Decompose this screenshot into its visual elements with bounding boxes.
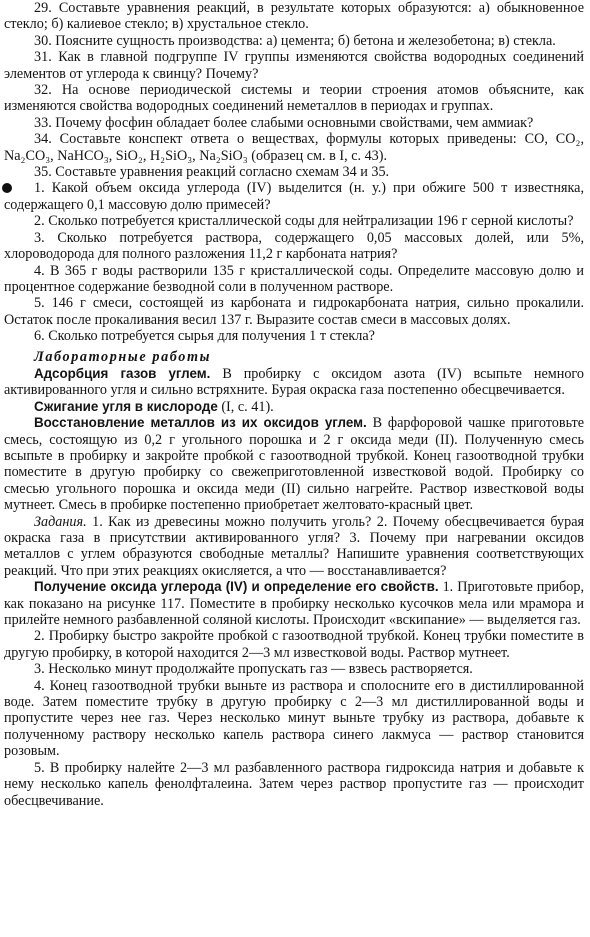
lab-co2-step-1 [4,579,584,628]
lab-reduction-title: Восстановление металлов из их оксидов углем. [34,415,367,431]
lab-co2-title: Получение оксида углерода (IV) и определение его свойств. [34,579,439,595]
formula-na2co3: Na₂CO₃ [4,147,51,164]
problem-3: 3. Сколько потребуется раствора, содержащего 0,05 массовых долей, или 5%, хлороводорода для полного разложения 11,2 г карбоната натрия? [4,229,584,263]
lab-adsorption-text: В пробирку с оксидом азота (IV) всыпьте немного активированного угля и сильно встряхните. Бурая окраска газа постепенно обесцвечивается. [4,365,584,399]
formula-co2: CO₂ [555,131,581,148]
lab-burning [4,399,584,415]
textbook-page [4,0,584,937]
lab-reduction [4,415,584,513]
formula-na2sio3: Na₂SiO₃ [199,147,248,164]
problem-1: 1. Какой объем оксида углерода (IV) выделится (н. у.) при обжиге 500 т известняка, содержащего 0,1 массовую долю примесей? [4,180,584,213]
exercise-35: 35. Составьте уравнения реакций согласно схемам 34 и 35. [34,164,390,181]
formula-h2sio3: H₂SiO₃ [149,147,193,164]
exercise-34-intro: 34. Составьте конспект ответа о веществах, формулы которых приведены: [34,131,517,148]
lab-co2-step-3: 3. Несколько минут продолжайте пропускать газ — взвесь растворяется. [34,661,473,678]
lab-reduction-text: В фарфоровой чашке приготовьте смесь, состоящую из 0,2 г угольного порошка и 2 г оксида меди (II). Полученную смесь всыпьте в пробирку и закройте пробкой с газоотводной трубкой. Конец газоотводной трубки поместите в другую пробирку со свежеприготовленной известковой водой. Пробирку со смесью угольного порошка и оксида меди (II) сильно нагрейте. Раствор известковой воды мутнеет. Смесь в пробирке постепенно приобретает желтовато-красный цвет. [4,415,584,514]
lab-tasks [4,514,584,580]
lab-heading: Лабораторные работы [34,348,212,365]
formula-nahco3: NaHCO₃ [57,147,109,164]
exercise-34-ref: (образец см. в I, с. 43). [251,147,388,164]
exercise-34: 34. Составьте конспект ответа о веществах, формулы которых приведены: CO, CO₂, Na₂CO₃, NaHCO₃, SiO₂, H₂SiO₃, Na₂SiO₃ (образец см. в I, с. 43). [4,131,584,164]
lab-burning-ref: (I, с. 41). [221,398,274,415]
exercise-29: 29. Составьте уравнения реакций, в результате которых образуются: а) обыкновенное стекло; б) калиевое стекло; в) хрустальное стекло. [4,0,584,33]
lab-co2-step-2: 2. Пробирку быстро закройте пробкой с газоотводной трубкой. Конец трубки поместите в другую пробирку, в которой находится 2—3 мл известковой воды. Раствор мутнеет. [4,628,584,661]
formula-co: CO [524,131,545,148]
problem-5: 5. 146 г смеси, состоящей из карбоната и гидрокарбоната натрия, сильно прокалили. Остаток после прокаливания весил 137 г. Выразите состав смеси в массовых долях. [4,295,584,328]
formula-sio2: SiO₂ [115,147,143,164]
lab-burning-title: Сжигание угля в кислороде [34,398,218,414]
lab-co2-step-4: 4. Конец газоотводной трубки выньте из раствора и сполосните его в дистиллированной воде. Затем поместите трубку в другую пробирку с 2—3 мл дистиллированной воды и пропустите через нее газ. Через несколько минут выньте трубку из раствора, добавьте к полученному раствору несколько капель раствора синего лакмуса — раствор становится розовым. [4,677,584,760]
problem-2: 2. Сколько потребуется кристаллической соды для нейтрализации 196 г серной кислоты? [34,213,574,230]
exercise-30: 30. Поясните сущность производства: а) цемента; б) бетона и железобетона; в) стекла. [34,32,556,49]
lab-co2-step-5: 5. В пробирку налейте 2—3 мл разбавленного раствора гидроксида натрия и добавьте к нему несколько капель фенолфталеина. Затем через раствор пропустите газ — происходит обесцвечивание. [4,759,584,809]
lab-adsorption-title: Адсорбция газов углем. [34,365,211,381]
problems-section [4,180,584,344]
lab-tasks-text: 1. Как из древесины можно получить уголь? 2. Почему обесцвечивается бурая окраска газа в присутствии активированного угля? 3. Почему при нагревании оксидов металлов с углем образуются свободные металлы? Напишите уравнения соответствующих реакций. Что при этих реакциях окисляется, а что — восстанавливается? [4,513,585,579]
lab-adsorption [4,366,584,399]
exercise-32: 32. На основе периодической системы и теории строения атомов объясните, как изменяются свойства водородных соединений неметаллов в периодах и группах. [4,82,584,115]
exercise-33: 33. Почему фосфин обладает более слабыми основными свойствами, чем аммиак? [34,114,534,131]
problem-6: 6. Сколько потребуется сырья для получения 1 т стекла? [34,328,375,345]
lab-tasks-label: Задания. [34,513,87,530]
exercise-31: 31. Как в главной подгруппе IV группы изменяются свойства водородных соединений элементов от углерода к свинцу? Почему? [4,49,584,82]
problem-4: 4. В 365 г воды растворили 135 г кристаллической соды. Определите массовую долю и процентное содержание безводной соли в полученном растворе. [4,262,584,295]
lab-co2-step-1-text: 1. Приготовьте прибор, как показано на рисунке 117. Поместите в пробирку несколько кусочков мела или мрамора и прилейте немного разбавленной соляной кислоты. Происходит «вскипание» — выделяется газ. [4,579,584,629]
